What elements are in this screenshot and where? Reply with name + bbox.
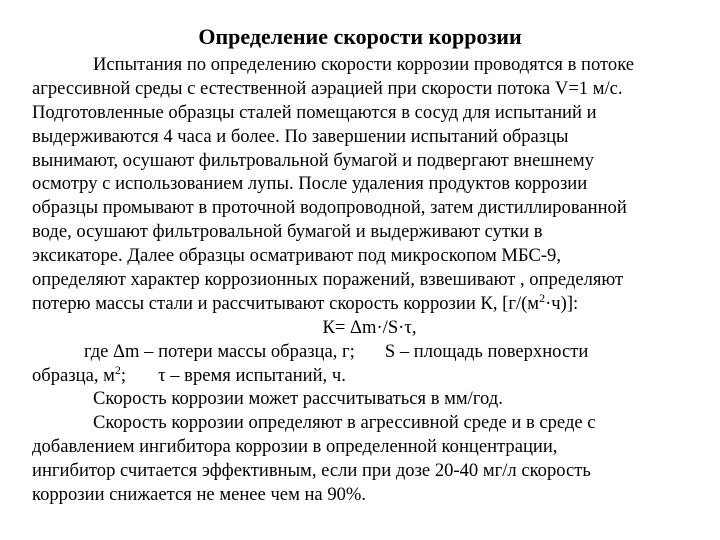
text-line: вынимают, осушают фильтровальной бумагой и подвергают внешнему [32, 149, 594, 171]
text-segment: ; [120, 364, 127, 386]
text-line: Подготовленные образцы сталей помещаются в сосуд для испытаний и [32, 101, 597, 123]
text-line: выдерживаются 4 часа и более. По завершении испытаний образцы [32, 125, 569, 147]
text-segment: S – площадь поверхности [384, 340, 589, 362]
formula: К= Δm·/S·τ, [322, 316, 417, 338]
text-line: образцы промывают в проточной водопроводной, затем дистиллированной [32, 197, 627, 219]
text-line: определяют характер коррозионных поражений, взвешивают , определяют [32, 269, 624, 291]
text-line: эксикаторе. Далее образцы осматривают под микроскопом МБС-9, [32, 245, 562, 267]
text-line: воде, осушают фильтровальной бумагой и выдерживают сутки в [32, 221, 543, 243]
text-line: ингибитор считается эффективным, если при дозе 20-40 мг/л скорость [32, 460, 591, 482]
text-line [32, 364, 697, 388]
text-line: добавлением ингибитора коррозии в определенной концентрации, [32, 436, 558, 458]
text-line: коррозии снижается не менее чем на 90%. [32, 484, 367, 506]
text-line: Скорость коррозии может рассчитываться в мм/год. [93, 388, 503, 410]
text-line: Скорость коррозии определяют в агрессивной среде и в среде с [93, 412, 596, 434]
slide-title: Определение скорости коррозии [198, 24, 522, 49]
text-segment: где Δm – потери массы образца, г; [84, 340, 355, 362]
text-line [32, 292, 697, 316]
text-segment: потерю массы стали и рассчитывают скорость коррозии К, [г/(м [32, 292, 540, 314]
text-line: агрессивной среды с естественной аэрацией при скорости потока V=1 м/с. [32, 77, 623, 99]
body-text [32, 53, 697, 507]
text-segment: τ – время испытаний, ч. [158, 364, 346, 386]
text-segment: ·ч)]: [545, 292, 579, 314]
superscript: 2 [114, 362, 121, 377]
text-segment: образца, м [32, 364, 115, 386]
superscript: 2 [539, 290, 546, 305]
text-line: Испытания по определению скорости коррозии проводятся в потоке [93, 54, 635, 75]
text-line: осмотру с использованием лупы. После удаления продуктов коррозии [32, 173, 588, 195]
text-line [32, 340, 697, 364]
